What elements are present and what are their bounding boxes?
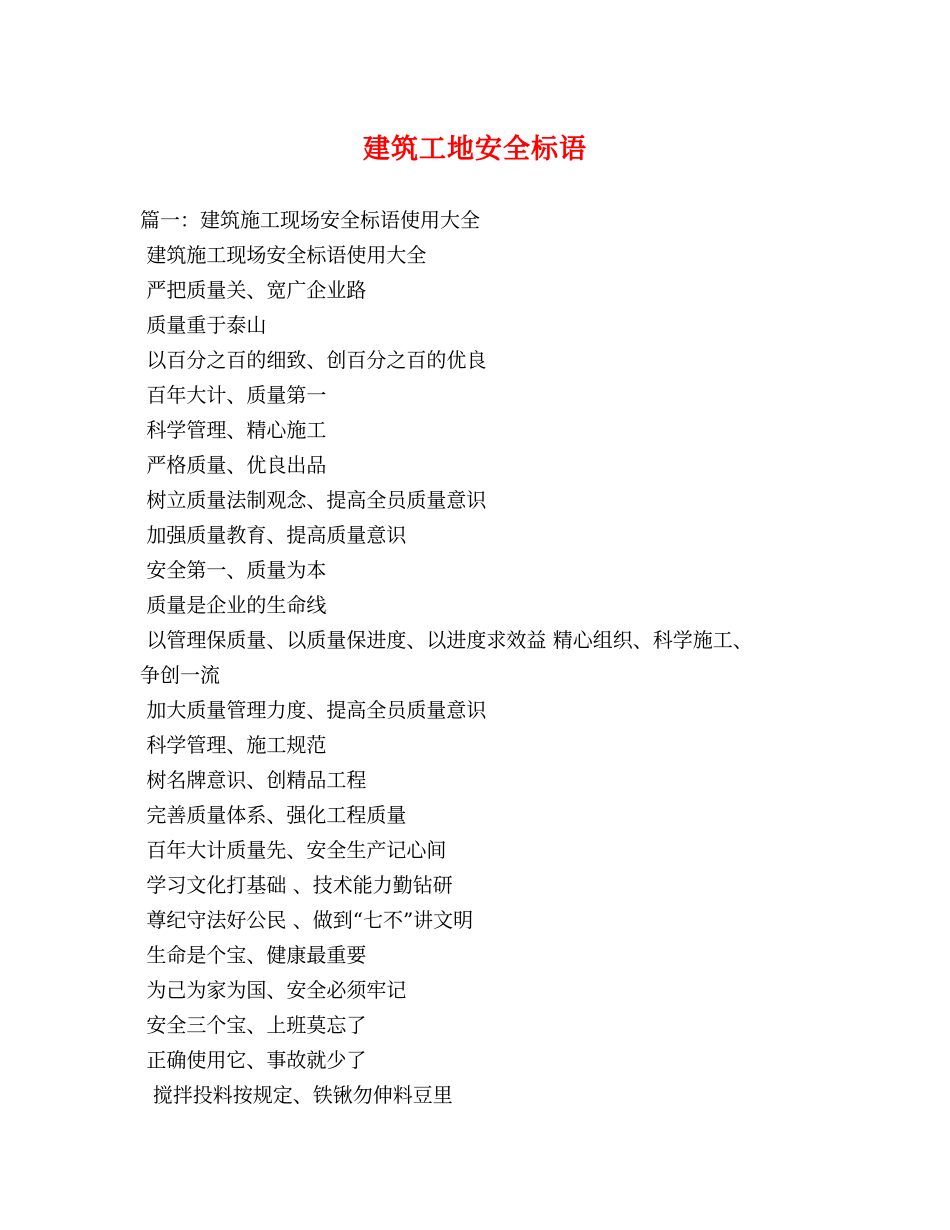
text-line: 学习文化打基础 、技术能力勤钻研 — [140, 873, 453, 897]
text-line: 百年大计、质量第一 — [140, 383, 327, 407]
text-line: 百年大计质量先、安全生产记心间 — [140, 838, 447, 862]
text-line: 正确使用它、事故就少了 — [140, 1048, 367, 1072]
text-line: 质量是企业的生命线 — [140, 593, 327, 617]
text-line: 以管理保质量、以质量保进度、以进度求效益 精心组织、科学施工、 — [140, 628, 753, 652]
text-line: 安全三个宝、上班莫忘了 — [140, 1013, 367, 1037]
text-line: 加大质量管理力度、提高全员质量意识 — [140, 698, 487, 722]
document-title: 建筑工地安全标语 — [363, 134, 587, 165]
text-line: 搅拌投料按规定、铁锹勿伸料豆里 — [140, 1083, 453, 1107]
text-line: 建筑施工现场安全标语使用大全 — [140, 243, 427, 267]
text-line: 科学管理、精心施工 — [140, 418, 327, 442]
text-line: 树立质量法制观念、提高全员质量意识 — [140, 488, 487, 512]
text-line: 严格质量、优良出品 — [140, 453, 327, 477]
text-line: 加强质量教育、提高质量意识 — [140, 523, 407, 547]
text-line: 科学管理、施工规范 — [140, 733, 327, 757]
document-body — [140, 203, 820, 1113]
text-line: 安全第一、质量为本 — [140, 558, 327, 582]
text-line: 争创一流 — [140, 663, 220, 687]
text-line: 树名牌意识、创精品工程 — [140, 768, 367, 792]
text-line: 为己为家为国、安全必须牢记 — [140, 978, 407, 1002]
text-line: 生命是个宝、健康最重要 — [140, 943, 367, 967]
text-line: 以百分之百的细致、创百分之百的优良 — [140, 348, 487, 372]
text-line: 完善质量体系、强化工程质量 — [140, 803, 407, 827]
text-line: 尊纪守法好公民 、做到“七不”讲文明 — [140, 908, 474, 932]
text-line: 严把质量关、宽广企业路 — [140, 278, 367, 302]
text-line: 篇一：建筑施工现场安全标语使用大全 — [140, 208, 480, 232]
text-line: 质量重于泰山 — [140, 313, 267, 337]
